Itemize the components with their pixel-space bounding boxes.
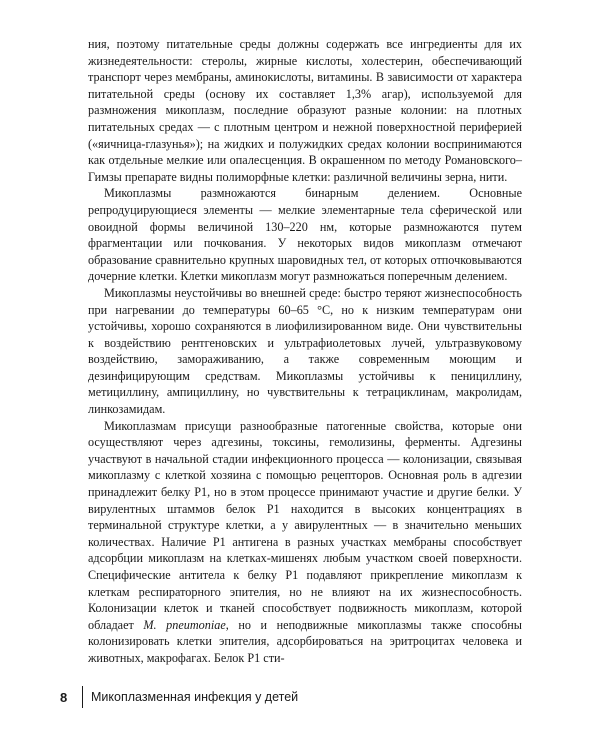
running-head: Микоплазменная инфекция у детей [91, 690, 299, 704]
paragraph-1: ния, поэтому питательные среды должны содержать все ингредиенты для их жизнедеятельности: стеролы, жирные кислоты, холестерин, обеспечивающий транспорт через мембраны, аминокислоты, витамины. В зависимости от характера питательной среды (основу их составляет 1,3% агар), используемой для размножения микоплазм, последние образуют разные колонии: на плотных питательных средах — с плотным центром и нежной поверхностной периферией («яичница-глазунья»); на жидких и полужидких средах колонии воспринимаются как отдельные мелкие или опалесценция. В окрашенном по методу Романовского–Гимзы препарате видны полиморфные клетки: различной величины зерна, нити. [88, 37, 522, 184]
paragraph-4-text: Микоплазмам присущи разнообразные патогенные свойства, которые они осуществляют через адгезины, токсины, гемолизины, ферменты. Адгезины участвуют в начальной стадии инфекционного процесса — колонизации, связывая микоплазму с клеткой хозяина с помощью рецепторов. Основная роль в адгезии принадлежит белку Р1, но в этом процессе принимают участие и другие белки. У вирулентных штаммов белок Р1 находится в высоких концентрациях в терминальной структуре клетки, а у авирулентных — в значительно меньших количествах. Наличие Р1 антигена в разных участках мембраны способствует адсорбции микоплазм на клетках-мишенях любым участком своей поверхности. Специфические антитела к белку Р1 подавляют прикрепление микоплазм к клеткам респираторного эпителия, но не влияют на их жизнеспособность. Колонизации клеток и тканей способствует подвижность микоплазм, которой обладает [88, 418, 522, 632]
species-name: M. pneumoniae [143, 617, 226, 632]
paragraph-4 [88, 418, 522, 667]
page-footer [60, 686, 298, 708]
paragraph-2: Микоплазмы размножаются бинарным делением. Основные репродуцирующиеся элементы — мелкие элементарные тела сферической или овоидной формы величиной 130–220 нм, которые размножаются путем фрагментации или почкования. У некоторых видов микоплазм отмечают образование сравнительно крупных шаровидных тел, от которых отпочковываются дочерние клетки. Клетки микоплазм могут размножаться поперечным делением. [88, 186, 522, 284]
paragraph-4-tail: , но и неподвижные микоплазмы также способны колонизировать клетки эпителия, адсорбироваться на эритроцитах человека и животных, макрофагах. Белок Р1 сти- [88, 617, 522, 665]
page-body [88, 36, 522, 667]
page-number: 8 [60, 689, 68, 705]
paragraph-3: Микоплазмы неустойчивы во внешней среде: быстро теряют жизнеспособность при нагревании до температуры 60–65 °С, но к низким температурам они устойчивы, хорошо сохраняются в лиофилизированном виде. Они чувствительны к воздействию рентгеновских и ультрафиолетовых лучей, ультразвуковому воздействию, замораживанию, а также современным моющим и дезинфицирующим средствам. Микоплазмы устойчивы к пенициллину, метициллину, ампициллину, но чувствительны к тетрациклинам, макролидам, линкозамидам. [88, 285, 522, 417]
footer-divider [82, 686, 83, 708]
